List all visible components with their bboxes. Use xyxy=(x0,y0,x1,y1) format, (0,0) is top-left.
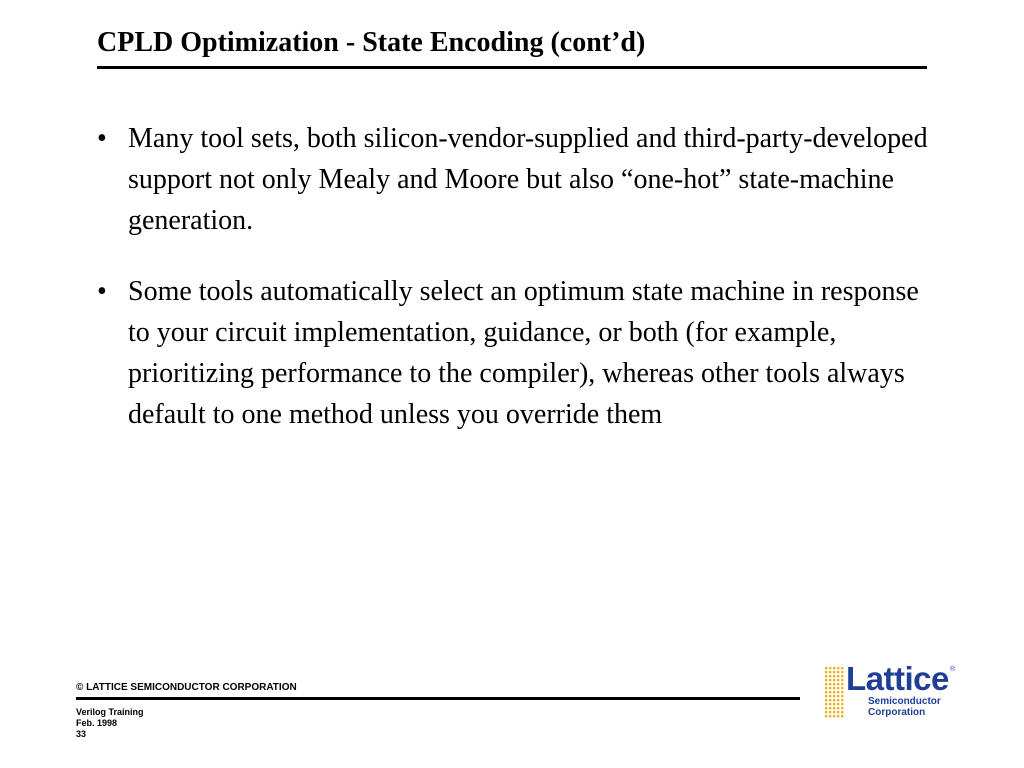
logo-dot xyxy=(829,715,831,717)
logo-dot xyxy=(833,683,835,685)
logo-subtitle xyxy=(868,696,941,718)
logo-dot xyxy=(837,699,839,701)
logo-dot xyxy=(837,691,839,693)
logo-dot xyxy=(841,715,843,717)
logo-dot xyxy=(833,695,835,697)
logo-dot xyxy=(825,675,827,677)
logo-dot xyxy=(841,691,843,693)
logo-dot xyxy=(833,699,835,701)
logo-dot xyxy=(833,679,835,681)
logo-dot xyxy=(833,707,835,709)
logo-dot xyxy=(837,675,839,677)
logo-dot xyxy=(841,675,843,677)
logo-dot xyxy=(841,667,843,669)
logo-dot xyxy=(837,687,839,689)
logo-dot xyxy=(825,687,827,689)
logo-dot xyxy=(825,671,827,673)
logo-dot xyxy=(825,715,827,717)
bullet-text: Some tools automatically select an optimum state machine in response to your circuit implementation, guidance, or both (for example, prioritizing performance to the compiler), whereas other tools always default to one method unless you override them xyxy=(128,276,919,430)
bullet-marker: • xyxy=(97,123,107,154)
bullet-marker: • xyxy=(97,276,107,307)
logo-dot xyxy=(825,703,827,705)
logo-dot xyxy=(837,679,839,681)
logo-dot xyxy=(841,679,843,681)
logo-subtitle-line1: Semiconductor xyxy=(868,696,941,707)
logo-dot xyxy=(829,671,831,673)
logo-dot xyxy=(829,667,831,669)
logo-dot xyxy=(841,703,843,705)
logo-dot xyxy=(829,675,831,677)
logo-dot xyxy=(829,699,831,701)
logo-dot xyxy=(825,691,827,693)
footer-divider xyxy=(76,697,800,700)
logo-dot xyxy=(833,671,835,673)
logo-dot xyxy=(833,715,835,717)
logo-dot xyxy=(841,711,843,713)
footer-page-number: 33 xyxy=(76,729,87,739)
logo-dot xyxy=(833,703,835,705)
footer-date: Feb. 1998 xyxy=(76,718,118,728)
logo-dot xyxy=(825,683,827,685)
logo-dot xyxy=(837,683,839,685)
logo-dot xyxy=(829,679,831,681)
logo-dot xyxy=(841,671,843,673)
logo-dot xyxy=(837,671,839,673)
logo-dot xyxy=(841,699,843,701)
logo-dot xyxy=(833,691,835,693)
logo-dot xyxy=(833,667,835,669)
footer-course: Verilog Training xyxy=(76,707,144,717)
logo-dot xyxy=(829,695,831,697)
logo-dot xyxy=(829,703,831,705)
bullet-text: Many tool sets, both silicon-vendor-supplied and third-party-developed support not only Mealy and Moore but also “one-hot” state-machine generation. xyxy=(128,123,928,236)
logo-dot xyxy=(837,715,839,717)
footer-copyright: © LATTICE SEMICONDUCTOR CORPORATION xyxy=(76,682,297,693)
logo-registered-mark: ® xyxy=(950,666,956,673)
logo-dot xyxy=(833,675,835,677)
logo-dot xyxy=(841,695,843,697)
logo-dot xyxy=(837,707,839,709)
logo-dot xyxy=(829,707,831,709)
logo-dot xyxy=(837,703,839,705)
logo-dot xyxy=(841,707,843,709)
logo-dot xyxy=(833,687,835,689)
logo-dot xyxy=(825,707,827,709)
logo-dot xyxy=(841,683,843,685)
logo-subtitle-line2: Corporation xyxy=(868,707,926,718)
logo-dot xyxy=(841,687,843,689)
logo-dot xyxy=(825,699,827,701)
logo-dot xyxy=(829,683,831,685)
logo-dot xyxy=(837,695,839,697)
bullet-list xyxy=(97,118,942,465)
title-divider xyxy=(97,66,927,69)
logo-dot xyxy=(837,667,839,669)
bullet-item-tool-sets xyxy=(97,118,942,241)
lattice-logo xyxy=(824,660,964,720)
logo-dot xyxy=(825,667,827,669)
logo-dot xyxy=(829,687,831,689)
logo-dot xyxy=(825,695,827,697)
logo-dot xyxy=(833,711,835,713)
logo-dot xyxy=(829,691,831,693)
logo-dot xyxy=(825,679,827,681)
bullet-item-automatic-selection xyxy=(97,271,942,435)
logo-dot xyxy=(825,711,827,713)
logo-dot xyxy=(837,711,839,713)
logo-dot xyxy=(829,711,831,713)
logo-wordmark: Lattice xyxy=(846,660,949,697)
slide-title: CPLD Optimization - State Encoding (cont’d) xyxy=(97,27,646,58)
lattice-dots-icon xyxy=(824,666,844,718)
footer-meta xyxy=(76,707,144,740)
